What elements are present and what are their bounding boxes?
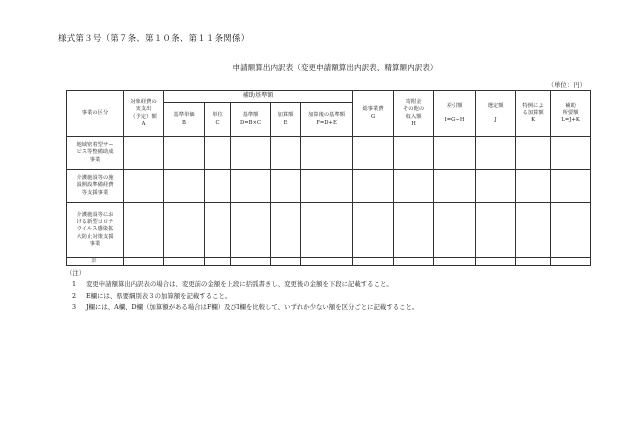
form-number: 様式第３号（第７条、第１０条、第１１条関係） bbox=[58, 34, 250, 44]
cell-input[interactable] bbox=[353, 137, 394, 170]
cell-input[interactable] bbox=[394, 137, 434, 170]
row-label: 介護施設等にお ける新型コロナ ウイルス感染拡 大防止対策支援 事業 bbox=[67, 203, 124, 258]
cell-input[interactable] bbox=[434, 258, 476, 266]
unit-label: （単位：円） bbox=[547, 81, 586, 89]
cell-input[interactable] bbox=[516, 258, 551, 266]
cell-input[interactable] bbox=[271, 137, 301, 170]
cell-input[interactable] bbox=[394, 258, 434, 266]
total-label: 計 bbox=[67, 258, 124, 266]
cell-input[interactable] bbox=[434, 137, 476, 170]
cell-input[interactable] bbox=[551, 258, 591, 266]
cell-input[interactable] bbox=[301, 137, 353, 170]
row-label: 介護施設等の施 設開設準備経費 等支援事業 bbox=[67, 170, 124, 203]
breakdown-table bbox=[66, 90, 591, 266]
cell-input[interactable] bbox=[394, 170, 434, 203]
note-item: 1 変更申請額算出内訳表の場合は、変更前の金額を上段に括弧書きし、変更後の金額を下段に記載すること。 bbox=[72, 280, 393, 289]
cell-input[interactable] bbox=[353, 258, 394, 266]
notes-section bbox=[66, 268, 418, 313]
note-item: 3 J欄には、A欄、D欄（加算額がある場合はF欄）及びI欄を比較して、いずれか少ない額を区分ごとに記載すること。 bbox=[72, 302, 419, 311]
cell-input[interactable] bbox=[124, 170, 164, 203]
table-row bbox=[67, 203, 591, 258]
cell-input[interactable] bbox=[476, 137, 516, 170]
header-total-cost: 総事業費 G bbox=[353, 91, 394, 137]
header-actual-expense: 対象経費の 実支出 （予定）額 A bbox=[124, 91, 164, 137]
cell-input[interactable] bbox=[516, 170, 551, 203]
cell-input[interactable] bbox=[551, 203, 591, 258]
cell-input[interactable] bbox=[516, 137, 551, 170]
header-base-unit-price: 基準単価 B bbox=[164, 103, 205, 137]
cell-input[interactable] bbox=[301, 170, 353, 203]
header-selected: 選定額 J bbox=[476, 91, 516, 137]
row-label: 地域密着型サー ビス等整備助成 事業 bbox=[67, 137, 124, 170]
cell-input[interactable] bbox=[476, 170, 516, 203]
cell-input[interactable] bbox=[205, 170, 231, 203]
cell-input[interactable] bbox=[434, 203, 476, 258]
cell-input[interactable] bbox=[271, 203, 301, 258]
cell-input[interactable] bbox=[476, 258, 516, 266]
header-addition: 加算額 E bbox=[271, 103, 301, 137]
total-row bbox=[67, 258, 591, 266]
cell-input[interactable] bbox=[231, 258, 271, 266]
cell-input[interactable] bbox=[353, 170, 394, 203]
cell-input[interactable] bbox=[394, 203, 434, 258]
cell-input[interactable] bbox=[271, 170, 301, 203]
cell-input[interactable] bbox=[301, 258, 353, 266]
cell-input[interactable] bbox=[124, 258, 164, 266]
cell-input[interactable] bbox=[516, 203, 551, 258]
cell-input[interactable] bbox=[271, 258, 301, 266]
note-item: 2 E欄には、県要綱別表３の加算額を記載すること。 bbox=[72, 291, 232, 300]
cell-input[interactable] bbox=[164, 203, 205, 258]
cell-input[interactable] bbox=[205, 203, 231, 258]
cell-input[interactable] bbox=[231, 203, 271, 258]
cell-input[interactable] bbox=[551, 137, 591, 170]
cell-input[interactable] bbox=[551, 170, 591, 203]
header-units: 単位 C bbox=[205, 103, 231, 137]
header-row-1 bbox=[67, 91, 591, 103]
table-row bbox=[67, 137, 591, 170]
cell-input[interactable] bbox=[164, 258, 205, 266]
cell-input[interactable] bbox=[164, 170, 205, 203]
header-special-addition: 特例によ る加算額 K bbox=[516, 91, 551, 137]
table-row bbox=[67, 170, 591, 203]
cell-input[interactable] bbox=[124, 137, 164, 170]
cell-input[interactable] bbox=[164, 137, 205, 170]
header-category: 事業の区分 bbox=[67, 91, 124, 137]
cell-input[interactable] bbox=[301, 203, 353, 258]
cell-input[interactable] bbox=[205, 137, 231, 170]
document-title: 申請額算出内訳表（変更申請額算出内訳表、精算額内訳表） bbox=[232, 63, 438, 72]
header-donations: 寄附金 その他の 収入額 H bbox=[394, 91, 434, 137]
header-base-amount: 基準額 D=B×C bbox=[231, 103, 271, 137]
header-base-after-addition: 加算後の基準額 F=D+E bbox=[301, 103, 353, 137]
header-subsidy-base: 補助基準額 bbox=[164, 91, 353, 103]
cell-input[interactable] bbox=[434, 170, 476, 203]
cell-input[interactable] bbox=[353, 203, 394, 258]
cell-input[interactable] bbox=[231, 137, 271, 170]
header-difference: 差引額 I=G−H bbox=[434, 91, 476, 137]
notes-heading: （注） bbox=[66, 269, 86, 277]
cell-input[interactable] bbox=[124, 203, 164, 258]
cell-input[interactable] bbox=[476, 203, 516, 258]
cell-input[interactable] bbox=[231, 170, 271, 203]
cell-input[interactable] bbox=[205, 258, 231, 266]
header-required-subsidy: 補助 所要額 L=J+K bbox=[551, 91, 591, 137]
